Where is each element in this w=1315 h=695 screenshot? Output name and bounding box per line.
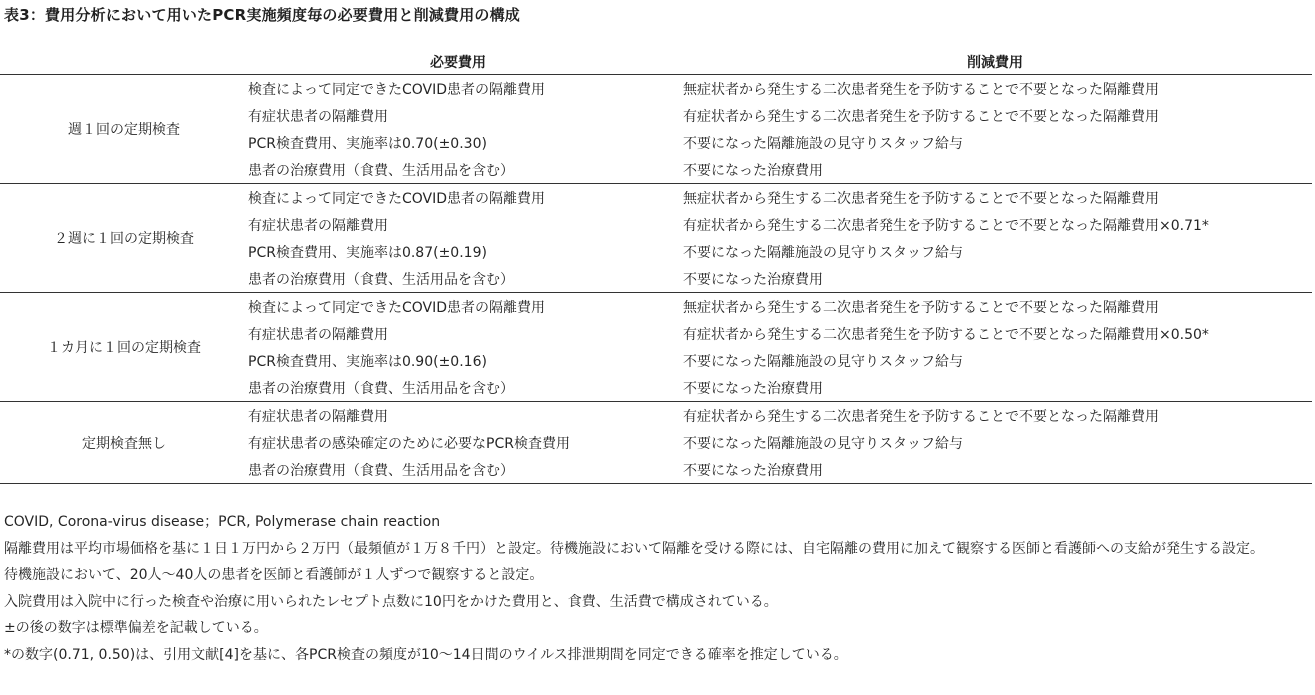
reduced-cost-item: 不要になった隔離施設の見守りスタッフ給与 bbox=[683, 244, 963, 261]
required-cost-item: 有症状患者の隔離費用 bbox=[248, 408, 388, 425]
table-row bbox=[0, 402, 1312, 430]
cost-table bbox=[0, 50, 1312, 484]
reduced-cost-item: 不要になった隔離施設の見守りスタッフ給与 bbox=[683, 353, 963, 370]
required-cost-item: PCR検査費用、実施率は0.70(±0.30) bbox=[248, 135, 487, 152]
header-frequency bbox=[0, 50, 248, 75]
required-cost-item: PCR検査費用、実施率は0.90(±0.16) bbox=[248, 353, 487, 370]
reduced-cost-item: 有症状者から発生する二次患者発生を予防することで不要となった隔離費用 bbox=[683, 408, 1159, 425]
required-cost-item: PCR検査費用、実施率は0.87(±0.19) bbox=[248, 244, 487, 261]
table-row bbox=[0, 293, 1312, 321]
frequency-label: 定期検査無し bbox=[0, 402, 248, 484]
footnote-isolation-cost: 隔離費用は平均市場価格を基に１日１万円から２万円（最頻値が１万８千円）と設定。待機施設において隔離を受ける際には、自宅隔離の費用に加えて観察する医師と看護師への支給が発生する設定。 bbox=[4, 540, 1264, 557]
reduced-cost-item: 有症状者から発生する二次患者発生を予防することで不要となった隔離費用×0.71* bbox=[683, 217, 1209, 234]
footnote-facility-staffing: 待機施設において、20人〜40人の患者を医師と看護師が１人ずつで観察すると設定。 bbox=[4, 567, 544, 583]
table-row bbox=[0, 75, 1312, 103]
header-reduced-cost: 削減費用 bbox=[683, 50, 1312, 75]
required-cost-item: 患者の治療費用（食費、生活用品を含む） bbox=[248, 374, 683, 402]
footnote-hospitalization-cost: 入院費用は入院中に行った検査や治療に用いられたレセプト点数に10円をかけた費用と、食費、生活費で構成されている。 bbox=[4, 593, 778, 610]
reduced-cost-item: 不要になった隔離施設の見守りスタッフ給与 bbox=[683, 435, 963, 452]
required-cost-item: 患者の治療費用（食費、生活用品を含む） bbox=[248, 156, 683, 184]
reduced-cost-item: 無症状者から発生する二次患者発生を予防することで不要となった隔離費用 bbox=[683, 81, 1159, 98]
table-title: 表3：費用分析において用いたPCR実施頻度毎の必要費用と削減費用の構成 bbox=[4, 6, 520, 24]
footnote-abbreviations: COVID, Corona-virus disease；PCR, Polymerase chain reaction bbox=[4, 514, 441, 530]
reduced-cost-item: 有症状者から発生する二次患者発生を予防することで不要となった隔離費用×0.50* bbox=[683, 326, 1209, 343]
required-cost-item: 検査によって同定できたCOVID患者の隔離費用 bbox=[248, 190, 546, 207]
reduced-cost-item: 無症状者から発生する二次患者発生を予防することで不要となった隔離費用 bbox=[683, 299, 1159, 316]
required-cost-item: 有症状患者の隔離費用 bbox=[248, 326, 388, 343]
reduced-cost-item: 不要になった隔離施設の見守りスタッフ給与 bbox=[683, 135, 963, 152]
reduced-cost-item: 不要になった治療費用 bbox=[683, 156, 1312, 184]
required-cost-item: 有症状患者の隔離費用 bbox=[248, 108, 388, 125]
reduced-cost-item: 有症状者から発生する二次患者発生を予防することで不要となった隔離費用 bbox=[683, 108, 1159, 125]
reduced-cost-item: 不要になった治療費用 bbox=[683, 265, 1312, 293]
group-monthly bbox=[0, 293, 1312, 402]
footnotes bbox=[4, 509, 1309, 668]
group-none bbox=[0, 402, 1312, 484]
required-cost-item: 有症状患者の感染確定のために必要なPCR検査費用 bbox=[248, 435, 570, 452]
frequency-label: ２週に１回の定期検査 bbox=[0, 184, 248, 293]
header-required-cost: 必要費用 bbox=[248, 50, 683, 75]
header-row bbox=[0, 50, 1312, 75]
required-cost-item: 検査によって同定できたCOVID患者の隔離費用 bbox=[248, 299, 546, 316]
footnote-asterisk: *の数字(0.71, 0.50)は、引用文献[4]を基に、各PCR検査の頻度が10〜14日間のウイルス排泄期間を同定できる確率を推定している。 bbox=[4, 646, 848, 663]
required-cost-item: 患者の治療費用（食費、生活用品を含む） bbox=[248, 265, 683, 293]
table-row bbox=[0, 184, 1312, 212]
frequency-label: 週１回の定期検査 bbox=[0, 75, 248, 184]
group-biweekly bbox=[0, 184, 1312, 293]
reduced-cost-item: 無症状者から発生する二次患者発生を予防することで不要となった隔離費用 bbox=[683, 190, 1159, 207]
group-weekly bbox=[0, 75, 1312, 184]
reduced-cost-item: 不要になった治療費用 bbox=[683, 374, 1312, 402]
required-cost-item: 患者の治療費用（食費、生活用品を含む） bbox=[248, 456, 683, 484]
footnote-standard-deviation: ±の後の数字は標準偏差を記載している。 bbox=[4, 620, 268, 636]
required-cost-item: 検査によって同定できたCOVID患者の隔離費用 bbox=[248, 81, 546, 98]
required-cost-item: 有症状患者の隔離費用 bbox=[248, 217, 388, 234]
frequency-label: １カ月に１回の定期検査 bbox=[0, 293, 248, 402]
reduced-cost-item: 不要になった治療費用 bbox=[683, 456, 1312, 484]
